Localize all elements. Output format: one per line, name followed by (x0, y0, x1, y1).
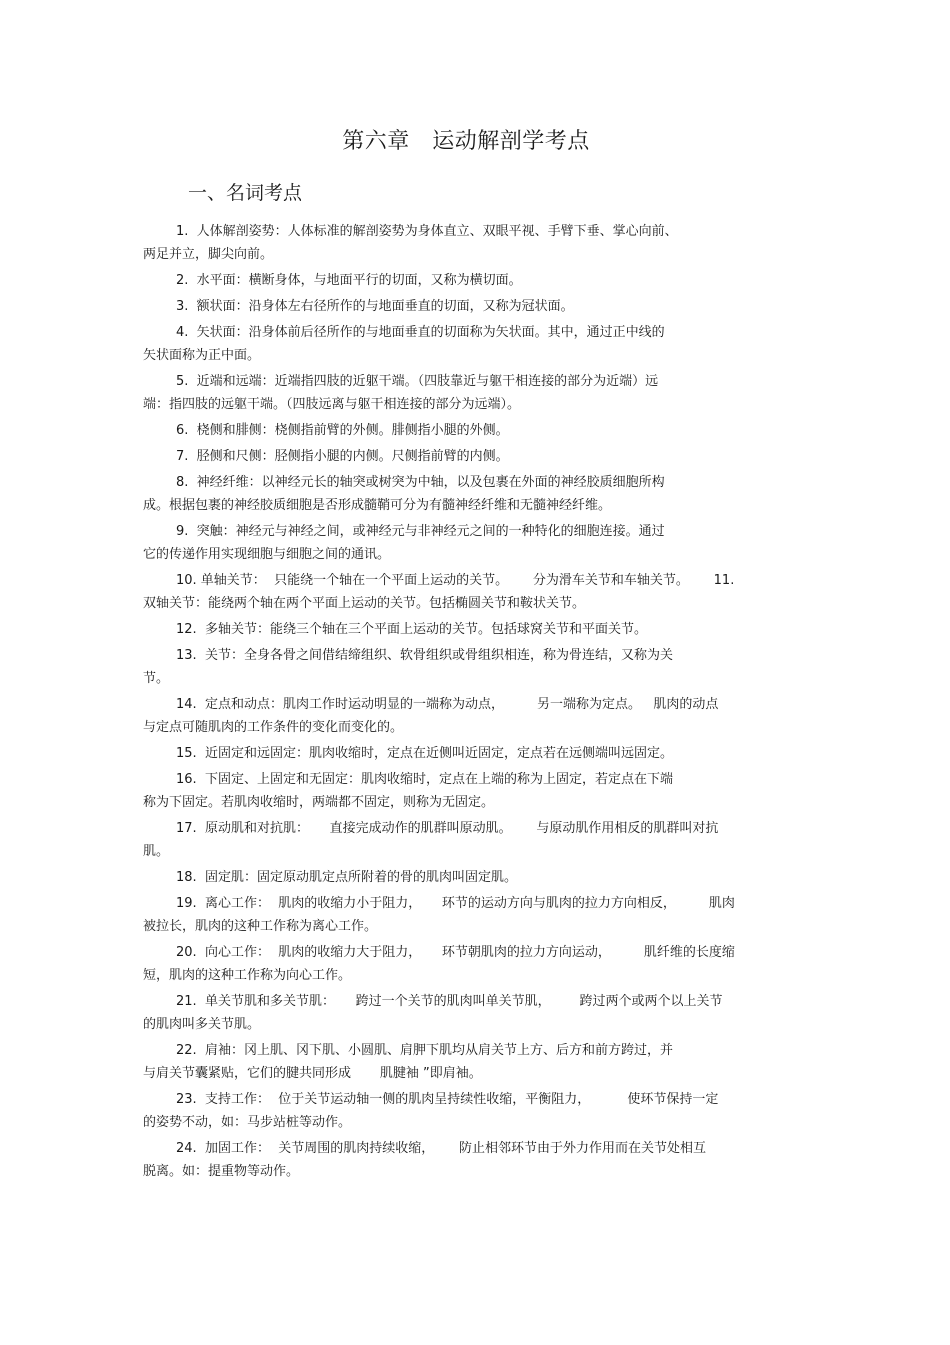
term-entry-first-line: 19. 离心工作： 肌肉的收缩力小于阻力， 环节的运动方向与肌肉的拉力方向相反， 肌肉 (176, 896, 735, 911)
term-entry (143, 866, 808, 889)
term-entry (143, 569, 808, 615)
term-entry-continuation-line: 与肩关节囊紧贴，它们的腱共同形成 肌腱袖 ”即肩袖。 (143, 1066, 482, 1081)
term-entry-first-line: 23. 支持工作： 位于关节运动轴一侧的肌肉呈持续性收缩，平衡阻力， 使环节保持一定 (176, 1092, 719, 1107)
term-entry-first-line: 5. 近端和远端：近端指四肢的近躯干端。（四肢靠近与躯干相连接的部分为近端）远 (176, 374, 659, 389)
term-entry-continuation-line: 它的传递作用实现细胞与细胞之间的通讯。 (143, 547, 391, 562)
term-entry-continuation-line: 被拉长，肌肉的这种工作称为离心工作。 (143, 919, 378, 934)
term-entry-first-line: 14. 定点和动点：肌肉工作时运动明显的一端称为动点， 另一端称为定点。 肌肉的动点 (176, 697, 719, 712)
term-entry-first-line: 6. 桡侧和腓侧：桡侧指前臂的外侧。腓侧指小腿的外侧。 (176, 423, 509, 438)
term-entry-first-line: 1. 人体解剖姿势：人体标准的解剖姿势为身体直立、双眼平视、手臂下垂、掌心向前、 (176, 224, 678, 239)
term-entry (143, 817, 808, 863)
term-entry-first-line: 22. 肩袖：冈上肌、冈下肌、小圆肌、肩胛下肌均从肩关节上方、后方和前方跨过，并 (176, 1043, 673, 1058)
term-entry (143, 768, 808, 814)
term-list (143, 220, 808, 1186)
term-entry (143, 1088, 808, 1134)
term-entry (143, 742, 808, 765)
term-entry-first-line: 2. 水平面：横断身体，与地面平行的切面，又称为横切面。 (176, 273, 522, 288)
term-entry-first-line: 13. 关节：全身各骨之间借结缔组织、软骨组织或骨组织相连，称为骨连结，又称为关 (176, 648, 673, 663)
term-entry-first-line: 3. 额状面：沿身体左右径所作的与地面垂直的切面，又称为冠状面。 (176, 299, 574, 314)
term-entry-first-line: 18. 固定肌：固定原动肌定点所附着的骨的肌肉叫固定肌。 (176, 870, 517, 885)
term-entry-first-line: 10. 单轴关节： 只能绕一个轴在一个平面上运动的关节。 分为滑车关节和车轴关节。 11. (176, 573, 735, 588)
term-entry-continuation-line: 两足并立，脚尖向前。 (143, 247, 274, 262)
term-entry-continuation-line: 短，肌肉的这种工作称为向心工作。 (143, 968, 352, 983)
term-entry-continuation-line: 成。根据包裹的神经胶质细胞是否形成髓鞘可分为有髓神经纤维和无髓神经纤维。 (143, 498, 612, 513)
term-entry-continuation-line: 与定点可随肌肉的工作条件的变化而变化的。 (143, 720, 404, 735)
term-entry-first-line: 9. 突触：神经元与神经之间，或神经元与非神经元之间的一种特化的细胞连接。通过 (176, 524, 665, 539)
term-entry (143, 471, 808, 517)
term-entry (143, 295, 808, 318)
term-entry-continuation-line: 双轴关节：能绕两个轴在两个平面上运动的关节。包括椭圆关节和鞍状关节。 (143, 596, 586, 611)
term-entry-first-line: 15. 近固定和远固定：肌肉收缩时，定点在近侧叫近固定，定点若在远侧端叫远固定。 (176, 746, 673, 761)
term-entry (143, 321, 808, 367)
term-entry (143, 520, 808, 566)
term-entry-first-line: 21. 单关节肌和多关节肌： 跨过一个关节的肌肉叫单关节肌， 跨过两个或两个以上关节 (176, 994, 723, 1009)
term-entry-first-line: 12. 多轴关节：能绕三个轴在三个平面上运动的关节。包括球窝关节和平面关节。 (176, 622, 647, 637)
term-entry-continuation-line: 的肌肉叫多关节肌。 (143, 1017, 261, 1032)
term-entry (143, 445, 808, 468)
term-entry-first-line: 20. 向心工作： 肌肉的收缩力大于阻力， 环节朝肌肉的拉力方向运动， 肌纤维的长度缩 (176, 945, 735, 960)
term-entry (143, 1137, 808, 1183)
term-entry-first-line: 16. 下固定、上固定和无固定：肌肉收缩时，定点在上端的称为上固定，若定点在下端 (176, 772, 673, 787)
term-entry (143, 941, 808, 987)
term-entry-continuation-line: 称为下固定。若肌肉收缩时，两端都不固定，则称为无固定。 (143, 795, 495, 810)
term-entry-continuation-line: 的姿势不动，如：马步站桩等动作。 (143, 1115, 352, 1130)
term-entry-continuation-line: 节。 (143, 671, 170, 686)
term-entry (143, 1039, 808, 1085)
term-entry (143, 644, 808, 690)
term-entry (143, 269, 808, 292)
term-entry-first-line: 8. 神经纤维：以神经元长的轴突或树突为中轴，以及包裹在外面的神经胶质细胞所构 (176, 475, 665, 490)
term-entry (143, 618, 808, 641)
term-entry-continuation-line: 端：指四肢的远躯干端。（四肢远离与躯干相连接的部分为远端）。 (143, 397, 521, 412)
term-entry (143, 693, 808, 739)
chapter-title: 第六章 运动解剖学考点 (342, 129, 590, 154)
term-entry-first-line: 4. 矢状面：沿身体前后径所作的与地面垂直的切面称为矢状面。其中，通过正中线的 (176, 325, 665, 340)
section-heading: 一、名词考点 (188, 182, 303, 204)
term-entry-continuation-line: 脱离。如：提重物等动作。 (143, 1164, 300, 1179)
term-entry (143, 370, 808, 416)
term-entry-first-line: 7. 胫侧和尺侧：胫侧指小腿的内侧。尺侧指前臂的内侧。 (176, 449, 509, 464)
term-entry-first-line: 17. 原动肌和对抗肌： 直接完成动作的肌群叫原动肌。 与原动肌作用相反的肌群叫对抗 (176, 821, 719, 836)
term-entry-continuation-line: 矢状面称为正中面。 (143, 348, 261, 363)
term-entry-continuation-line: 肌。 (143, 844, 170, 859)
term-entry (143, 220, 808, 266)
term-entry-first-line: 24. 加固工作： 关节周围的肌肉持续收缩， 防止相邻环节由于外力作用而在关节处相互 (176, 1141, 706, 1156)
term-entry (143, 419, 808, 442)
term-entry (143, 990, 808, 1036)
term-entry (143, 892, 808, 938)
